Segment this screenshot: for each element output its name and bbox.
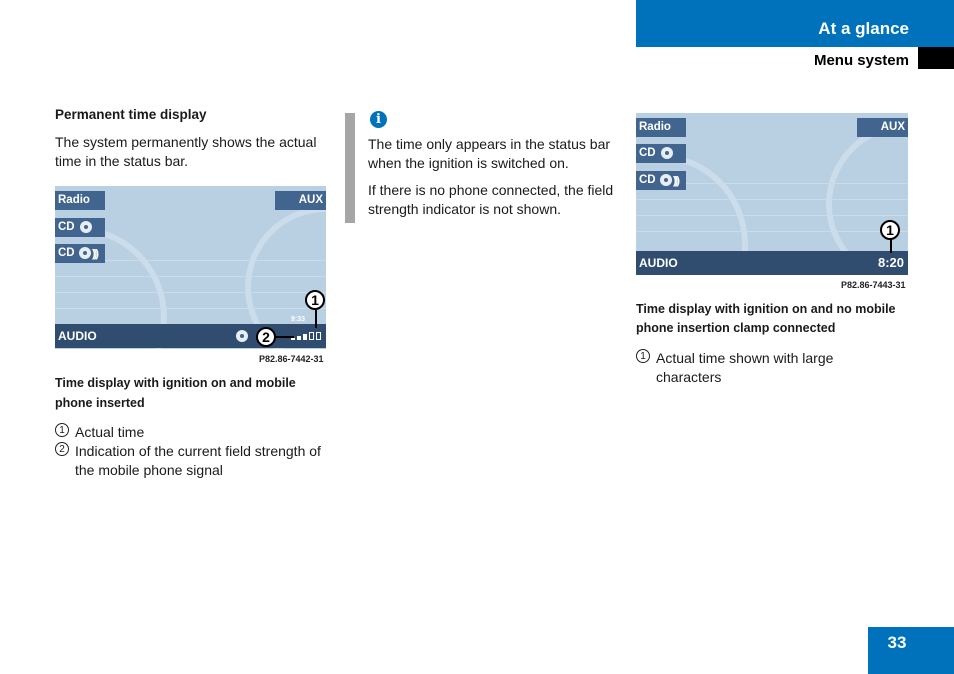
sound-waves-icon: ))) [673, 175, 678, 187]
intro-paragraph: The system permanently shows the actual time in the status bar. [55, 134, 317, 169]
info-icon: i [370, 111, 387, 128]
callout-leader [276, 336, 294, 338]
disc-icon [660, 174, 672, 186]
legend-number: 1 [55, 423, 69, 437]
legend-text: Actual time [75, 424, 145, 440]
legend-list [636, 349, 876, 387]
disc-icon [79, 247, 91, 259]
legend-text: Actual time shown with large characters [656, 350, 834, 385]
status-time: 8:20 [877, 255, 904, 270]
legend-list [55, 423, 330, 480]
figure-ref: P82.86-7443-31 [841, 280, 906, 290]
aux-button: AUX [857, 118, 908, 137]
section-heading: Permanent time display [55, 107, 207, 122]
radio-button: Radio [636, 118, 686, 137]
cd-button: CD [636, 144, 686, 163]
legend-item [55, 442, 330, 480]
disc-icon [236, 330, 248, 342]
signal-strength-icon [291, 332, 323, 342]
legend-item [55, 423, 330, 442]
figure-caption: Time display with ignition on and mobile phone inserted [55, 376, 296, 410]
cd-changer-button: CD ))) [55, 244, 105, 263]
callout-leader [315, 310, 317, 328]
info-paragraph: If there is no phone connected, the field strength indicator is not shown. [368, 182, 614, 217]
info-sidebar [345, 113, 355, 223]
figure-caption: Time display with ignition on and no mobile phone insertion clamp connected [636, 302, 896, 335]
info-paragraph: The time only appears in the status bar when the ignition is switched on. [368, 136, 611, 171]
legend-number: 1 [636, 349, 650, 363]
cd-changer-button: CD ))) [636, 171, 686, 190]
aux-button: AUX [275, 191, 326, 210]
callout-2: 2 [256, 327, 276, 347]
legend-number: 2 [55, 442, 69, 456]
header-tab-marker [918, 47, 954, 69]
legend-text: Indication of the current field strength of the mobile phone signal [75, 443, 321, 478]
small-time-readout: 9:33 [291, 316, 306, 323]
callout-1: 1 [880, 220, 900, 240]
status-bar: AUDIO 8:20 [636, 251, 908, 275]
status-bar: AUDIO 9:33 [55, 324, 326, 348]
figure-ref: P82.86-7442-31 [259, 354, 324, 364]
figure-screen-mobile [55, 186, 326, 349]
disc-icon [661, 147, 673, 159]
figure-screen-no-phone [636, 113, 908, 275]
disc-icon [80, 221, 92, 233]
cd-button: CD [55, 218, 105, 237]
sound-waves-icon: ))) [92, 248, 97, 260]
legend-item [636, 349, 876, 387]
callout-leader [890, 239, 892, 253]
subsection-title: Menu system [813, 52, 909, 69]
section-title: At a glance [818, 19, 909, 38]
callout-1: 1 [305, 290, 325, 310]
page-number: 33 [887, 633, 907, 652]
radio-button: Radio [55, 191, 105, 210]
